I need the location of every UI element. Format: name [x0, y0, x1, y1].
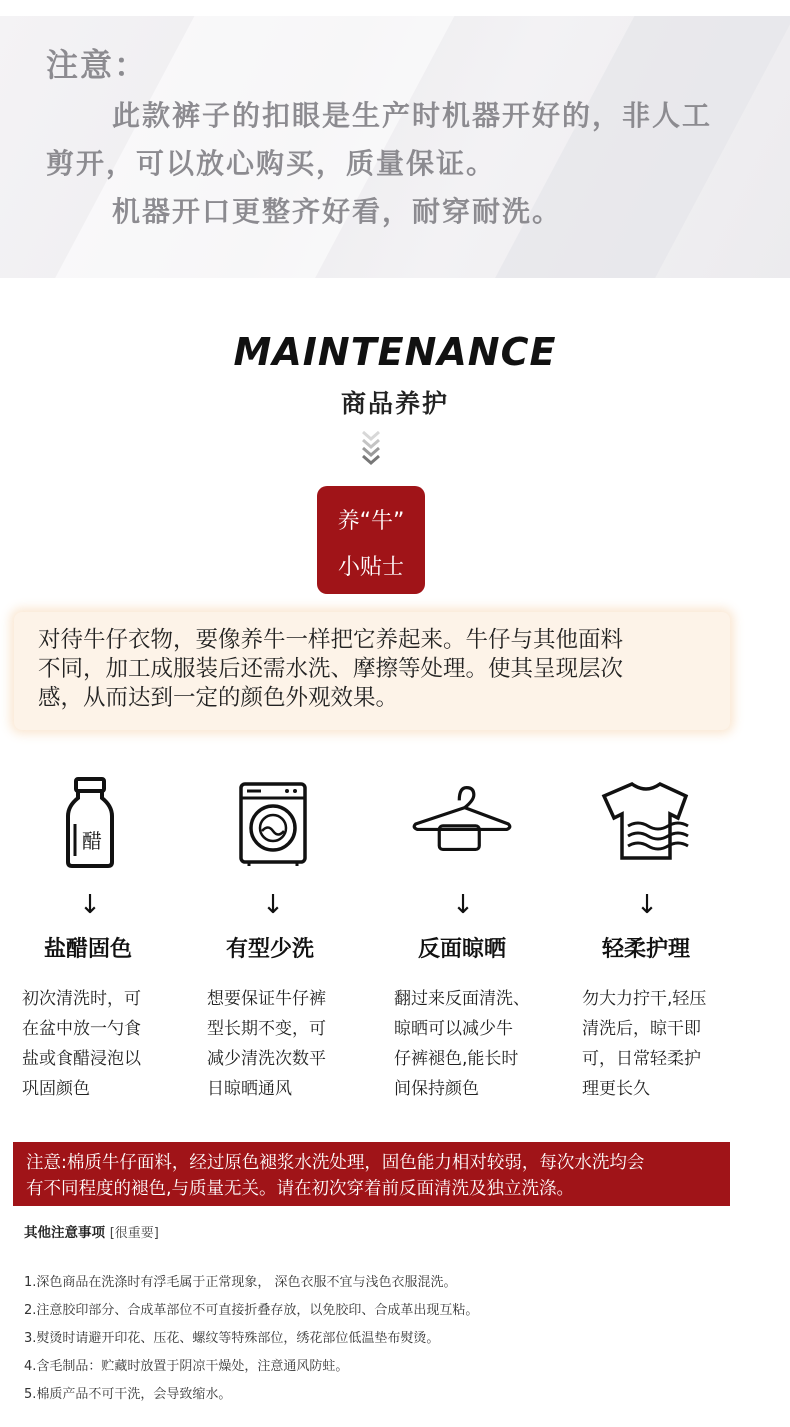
- maintenance-title-en: MAINTENANCE: [233, 330, 557, 374]
- intro-text: [38, 626, 718, 713]
- tip-line: 翻过来反面清洗、: [394, 989, 530, 1009]
- arrow-down-icon: ↓: [452, 890, 474, 920]
- intro-line: 不同，加工成服装后还需水洗、摩擦等处理。使其呈现层次: [38, 656, 624, 682]
- tip-line: 盐或食醋浸泡以: [22, 1049, 141, 1069]
- maintenance-title-cn: 商品养护: [340, 389, 449, 418]
- notice-line: 剪开，可以放心购买，质量保证。: [46, 147, 497, 180]
- note-item: 5.棉质产品不可干洗，会导致缩水。: [24, 1387, 232, 1402]
- tip-line: 型长期不变，可: [207, 1019, 326, 1039]
- tip-description: [22, 984, 177, 1104]
- intro-line: 感，从而达到一定的颜色外观效果。: [38, 685, 399, 711]
- hanger-icon: [412, 776, 512, 872]
- intro-line: 对待牛仔衣物，要像养牛一样把它养起来。牛仔与其他面料: [38, 627, 624, 653]
- other-notes-heading: 其他注意事项: [24, 1225, 105, 1241]
- tip-title: 有型少洗: [226, 937, 315, 962]
- tip-line: 理更长久: [582, 1079, 650, 1099]
- tshirt-icon: [598, 776, 698, 872]
- note-item: 4.含毛制品：贮藏时放置于阴凉干燥处，注意通风防蛀。: [24, 1359, 349, 1374]
- vinegar-bottle-icon: [40, 776, 140, 872]
- tip-line: 间保持颜色: [394, 1079, 479, 1099]
- tip-line: 想要保证牛仔裤: [207, 989, 326, 1009]
- tip-description: [207, 984, 362, 1104]
- tip-line: 晾晒可以减少牛: [394, 1019, 513, 1039]
- arrow-down-icon: ↓: [262, 890, 284, 920]
- background-shape: [475, 16, 790, 278]
- arrow-down-icon: ↓: [79, 890, 101, 920]
- chevron-down-icon: [360, 430, 382, 468]
- tip-line: 巩固颜色: [22, 1079, 90, 1099]
- tip-line: 可，日常轻柔护: [582, 1049, 701, 1069]
- other-notes-title: [24, 1221, 159, 1241]
- tip-title: 反面晾晒: [418, 937, 507, 962]
- tip-line: 日晾晒通风: [207, 1079, 292, 1099]
- washing-machine-icon: [225, 776, 325, 872]
- note-item: 2.注意胶印部分、合成革部位不可直接折叠存放，以免胶印、合成革出现互粘。: [24, 1303, 479, 1318]
- tip-line: 清洗后，晾干即: [582, 1019, 701, 1039]
- importance-tag: [很重要]: [109, 1226, 159, 1241]
- notice-line: 此款裤子的扣眼是生产时机器开好的，非人工: [112, 99, 713, 132]
- tip-line: 初次清洗时，可: [22, 989, 141, 1009]
- tip-line: 仔裤褪色,能长时: [394, 1049, 519, 1069]
- tip-line: 减少清洗次数平: [207, 1049, 326, 1069]
- tip-line: 在盆中放一勺食: [22, 1019, 141, 1039]
- tip-title: 盐醋固色: [44, 937, 133, 962]
- tip-description: [394, 984, 549, 1104]
- badge-line: 小贴士: [337, 555, 404, 580]
- warning-line: 注意:棉质牛仔面料，经过原色褪浆水洗处理，固色能力相对较弱，每次水洗均会: [26, 1153, 645, 1173]
- note-item: 3.熨烫时请避开印花、压花、螺纹等特殊部位，绣花部位低温垫布熨烫。: [24, 1331, 440, 1346]
- tips-badge: [317, 486, 425, 594]
- tip-title: 轻柔护理: [602, 937, 691, 962]
- tip-description: [582, 984, 737, 1104]
- arrow-down-icon: ↓: [636, 890, 658, 920]
- vinegar-label: 醋: [82, 829, 102, 853]
- notice-line: 机器开口更整齐好看，耐穿耐洗。: [112, 195, 563, 228]
- warning-line: 有不同程度的褪色,与质量无关。请在初次穿着前反面清洗及独立洗涤。: [26, 1179, 575, 1199]
- notice-title: 注意：: [46, 46, 149, 84]
- badge-line: 养“牛”: [337, 509, 405, 534]
- tip-line: 勿大力拧干,轻压: [582, 989, 707, 1009]
- note-item: 1.深色商品在洗涤时有浮毛属于正常现象， 深色衣服不宜与浅色衣服混洗。: [24, 1275, 457, 1290]
- warning-text: [26, 1150, 726, 1202]
